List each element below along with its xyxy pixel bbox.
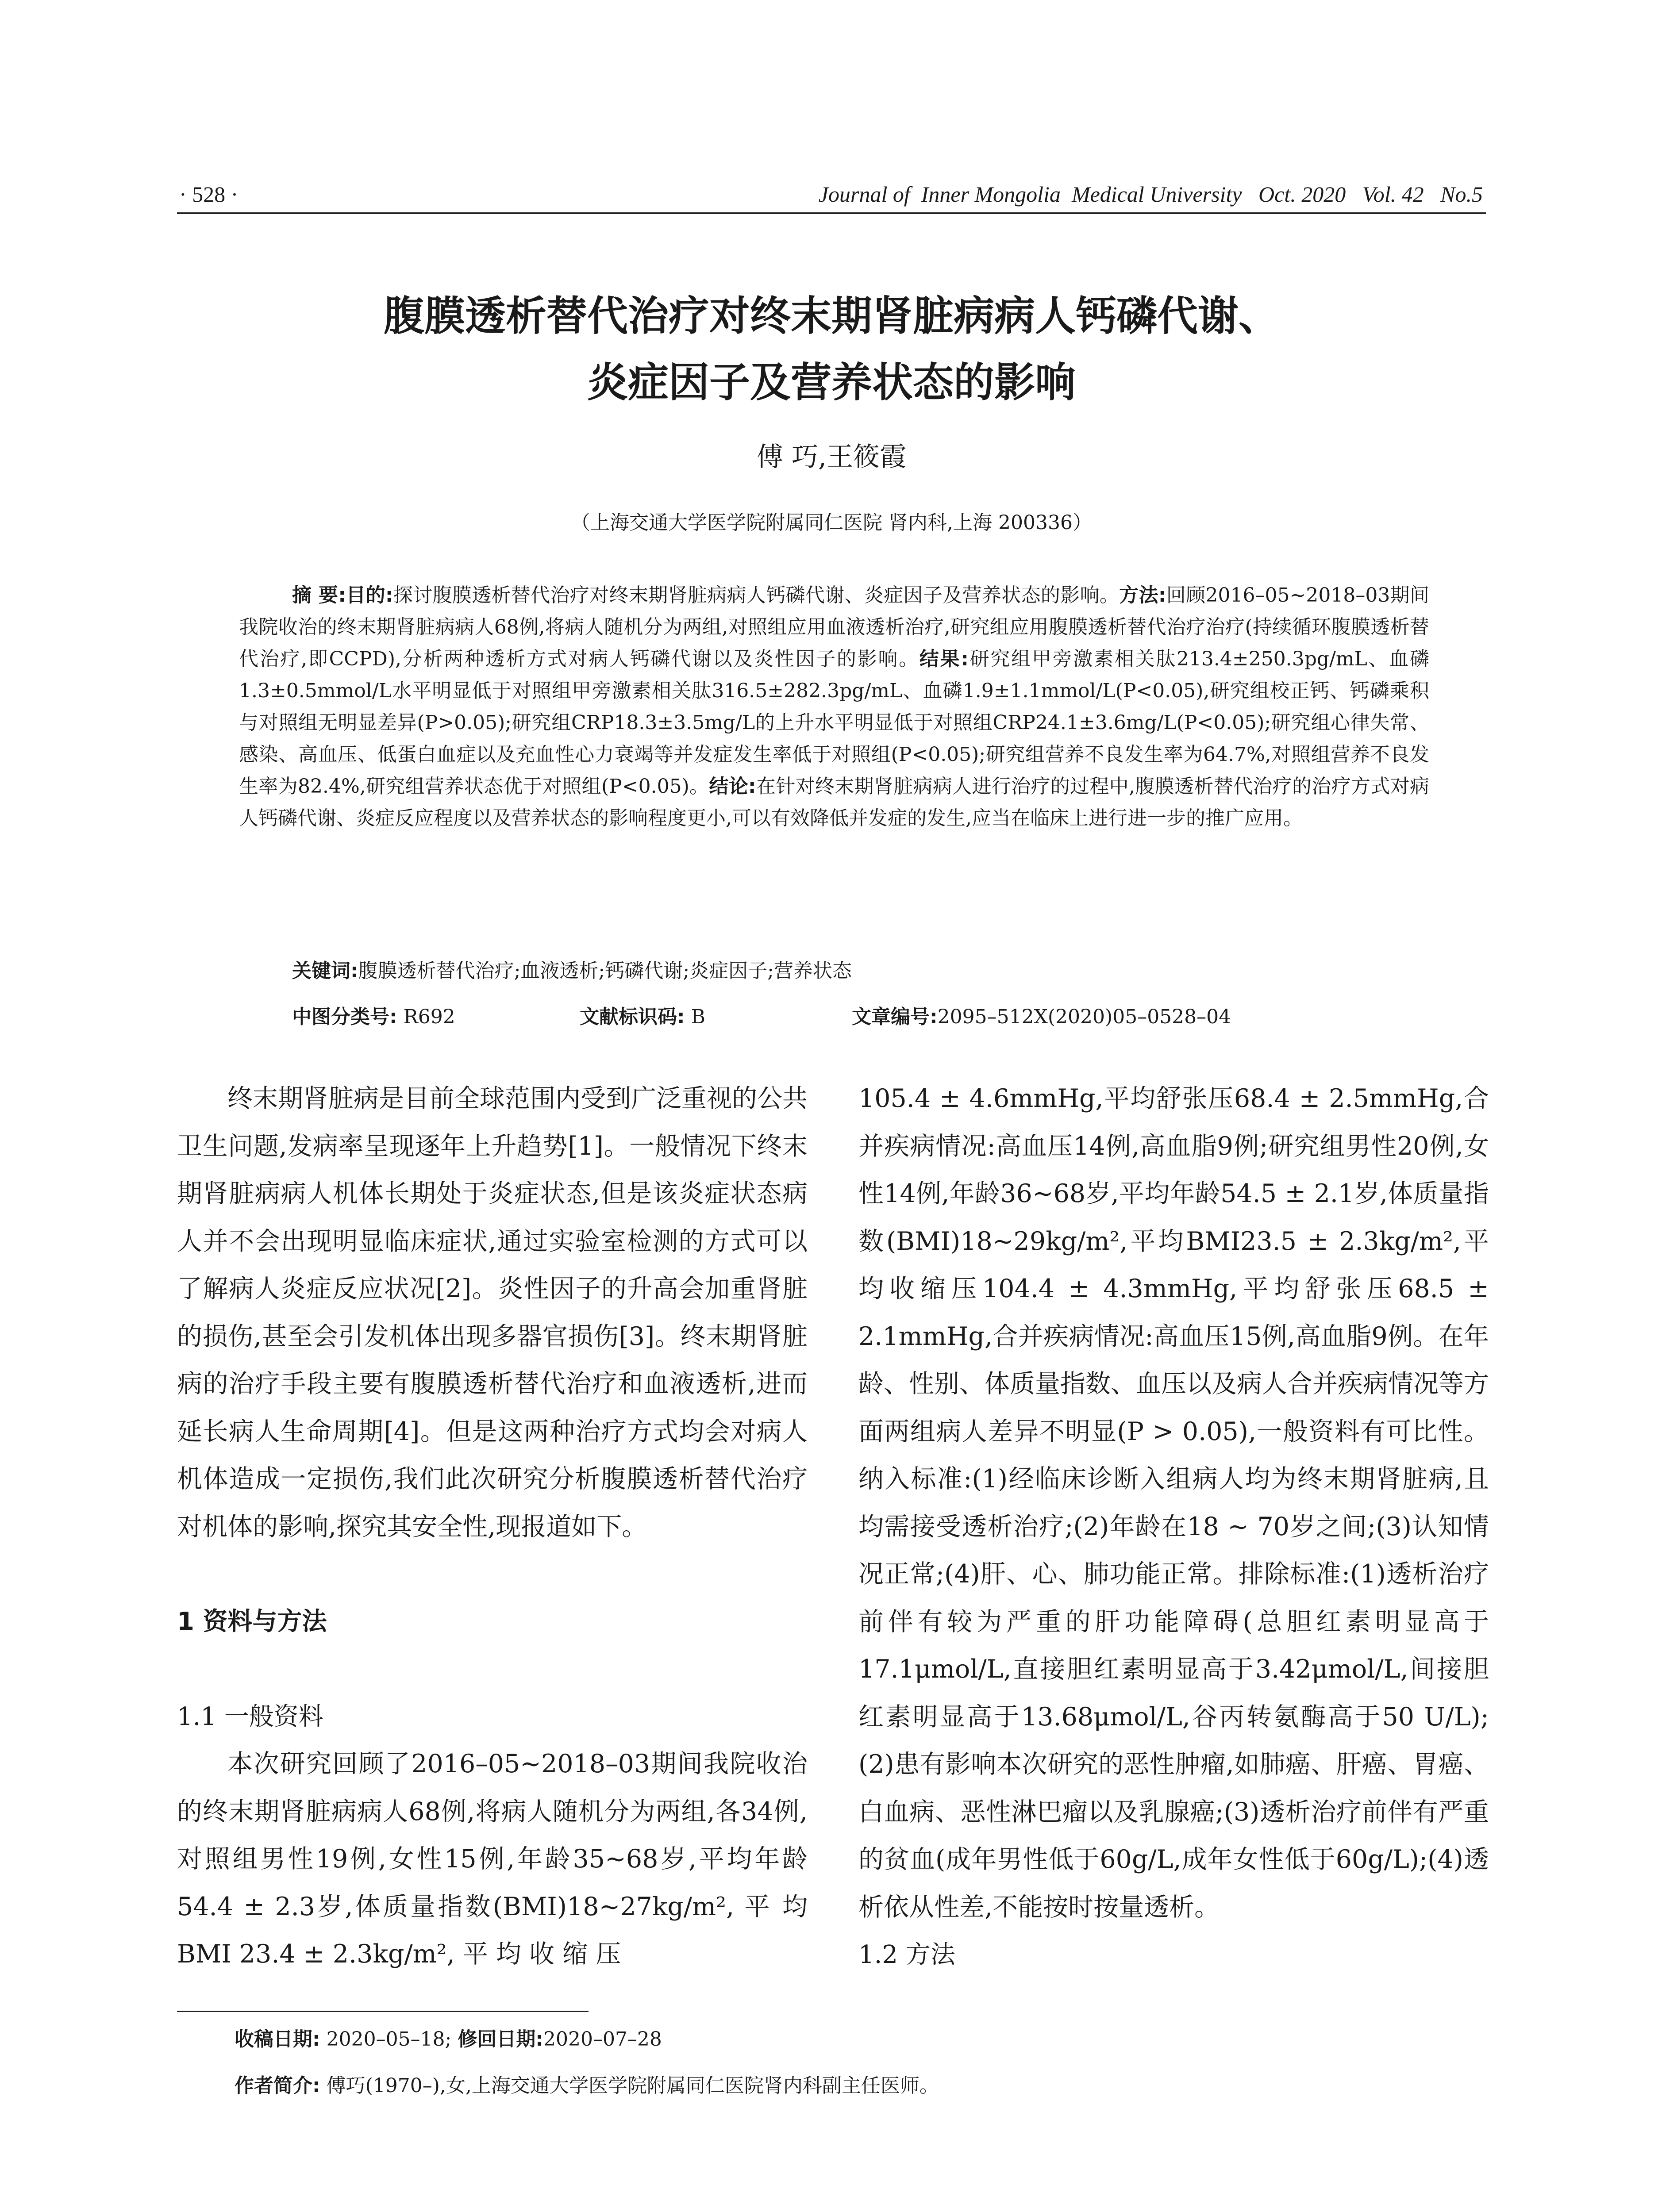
classification-line: [292, 1001, 1429, 1027]
received-date: 2020–05–18;: [320, 2028, 458, 2051]
keywords-label: 关键词:: [292, 960, 358, 982]
title-line-1: 腹膜透析替代治疗对终末期肾脏病病人钙磷代谢、: [383, 292, 1279, 340]
aim-label: 目的:: [346, 584, 393, 607]
title-line-2: 炎症因子及营养状态的影响: [587, 359, 1076, 406]
page-number: · 528 ·: [179, 182, 239, 207]
left-column: [177, 1075, 808, 1978]
section-heading-1-1: 1.1 一般资料: [177, 1702, 323, 1731]
revised-label: 修回日期:: [458, 2028, 543, 2051]
footnote-rule: [177, 2011, 589, 2012]
article-number: [852, 1001, 1231, 1029]
abstract: [239, 580, 1429, 834]
abstract-aim: 探讨腹膜透析替代治疗对终末期肾脏病病人钙磷代谢、炎症因子及营养状态的影响。: [393, 584, 1120, 607]
affiliation: （上海交通大学医学院附属同仁医院 肾内科,上海 200336）: [571, 511, 1092, 534]
document-code: [580, 1001, 705, 1029]
header-rule: [177, 212, 1486, 214]
article-value: 2095–512X(2020)05–0528–04: [937, 1006, 1231, 1028]
result-label: 结果:: [919, 648, 969, 670]
article-title: [177, 283, 1486, 416]
abstract-result: 研究组甲旁激素相关肽213.4±250.3pg/mL、血磷1.3±0.5mmol/L水平明显低于对照组甲旁激素相关肽316.5±282.3pg/mL、血磷1.9±1.1mmol/L(P<0.05),研究组校正钙、钙磷乘积与对照组无明显差异(P>0.05);研究组CRP18.3±3.5mg/L的上升水平明显低于对照组CRP24.1±3.6mg/L(P<0.05);研究组心律失常、感染、高血压、低蛋白血症以及充血性心力衰竭等并发症发生率低于对照组(P<0.05);研究组营养不良发生率为64.7%,对照组营养不良发生率为82.4%,研究组营养状态优于对照组(P<0.05)。: [239, 648, 1429, 798]
keywords-text: 腹膜透析替代治疗;血液透析;钙磷代谢;炎症因子;营养状态: [358, 960, 852, 982]
abstract-paragraph: [239, 580, 1429, 834]
revised-date: 2020–07–28: [543, 2028, 662, 2051]
general-info-paragraph: 本次研究回顾了2016–05~2018–03期间我院收治的终末期肾脏病病人68例,将病人随机分为两组,各34例,对照组男性19例,女性15例,年龄35~68岁,平均年龄54.4 ± 2.3岁,体质量指数(BMI)18~27kg/m², 平 均 BMI 23.4 ± 2.3kg/m², 平 均 收 缩 压: [177, 1749, 808, 1969]
journal-header: Journal of Inner Mongolia Medical University Oct. 2020 Vol. 42 No.5: [818, 182, 1483, 207]
abstract-conclusion: 在针对终末期肾脏病病人进行治疗的过程中,腹膜透析替代治疗的治疗方式对病人钙磷代谢、炎症反应程度以及营养状态的影响程度更小,可以有效降低并发症的发生,应当在临床上进行进一步的推广应用。: [239, 775, 1429, 830]
clc-value: R692: [397, 1006, 455, 1028]
received-label: 收稿日期:: [235, 2028, 320, 2051]
keywords: [292, 955, 1429, 983]
footnote-author: [235, 2073, 1473, 2099]
doc-label: 文献标识码:: [580, 1006, 685, 1028]
conclusion-label: 结论:: [709, 775, 756, 798]
abstract-label: 摘 要:: [292, 584, 346, 607]
method-label: 方法:: [1119, 584, 1166, 607]
general-info-continued: 105.4 ± 4.6mmHg,平均舒张压68.4 ± 2.5mmHg,合并疾病情况:高血压14例,高血脂9例;研究组男性20例,女性14例,年龄36~68岁,平均年龄54.5 ± 2.1岁,体质量指数(BMI)18~29kg/m²,平均BMI23.5 ± 2.3kg/m²,平均收缩压104.4 ± 4.3mmHg,平均舒张压68.5 ± 2.1mmHg,合并疾病情况:高血压15例,高血脂9例。在年龄、性别、体质量指数、血压以及病人合并疾病情况等方面两组病人差异不明显(P > 0.05),一般资料有可比性。纳入标准:(1)经临床诊断入组病人均为终末期肾脏病,且均需接受透析治疗;(2)年龄在18 ~ 70岁之间;(3)认知情况正常;(4)肝、心、肺功能正常。排除标准:(1)透析治疗前伴有较为严重的肝功能障碍(总胆红素明显高于17.1μmol/L,直接胆红素明显高于3.42μmol/L,间接胆红素明显高于13.68μmol/L,谷丙转氨酶高于50 U/L);(2)患有影响本次研究的恶性肿瘤,如肺癌、肝癌、胃癌、白血病、恶性淋巴瘤以及乳腺癌;(3)透析治疗前伴有严重的贫血(成年男性低于60g/L,成年女性低于60g/L);(4)透析依从性差,不能按时按量透析。: [858, 1084, 1489, 1922]
section-heading-1-2: 1.2 方法: [858, 1940, 955, 1969]
footnote-dates: [235, 2026, 1473, 2053]
author-bio-label: 作者简介:: [235, 2074, 320, 2097]
doc-value: B: [685, 1006, 705, 1028]
intro-paragraph: 终末期肾脏病是目前全球范围内受到广泛重视的公共卫生问题,发病率呈现逐年上升趋势[1]。一般情况下终末期肾脏病病人机体长期处于炎症状态,但是该炎症状态病人并不会出现明显临床症状,通过实验室检测的方式可以了解病人炎症反应状况[2]。炎性因子的升高会加重肾脏的损伤,甚至会引发机体出现多器官损伤[3]。终末期肾脏病的治疗手段主要有腹膜透析替代治疗和血液透析,进而延长病人生命周期[4]。但是这两种治疗方式均会对病人机体造成一定损伤,我们此次研究分析腹膜透析替代治疗对机体的影响,探究其安全性,现报道如下。: [177, 1084, 808, 1541]
abstract-method: 回顾2016–05~2018–03期间我院收治的终末期肾脏病病人68例,将病人随机分为两组,对照组应用血液透析治疗,研究组应用腹膜透析替代治疗治疗(持续循环腹膜透析替代治疗,即CCPD),分析两种透析方式对病人钙磷代谢以及炎性因子的影响。: [239, 584, 1429, 670]
author-bio: 傅巧(1970–),女,上海交通大学医学院附属同仁医院肾内科副主任医师。: [320, 2074, 939, 2097]
authors: 傅 巧,王筱霞: [756, 442, 907, 472]
right-column: [858, 1075, 1489, 1979]
section-heading-1: 1 资料与方法: [177, 1607, 327, 1636]
article-label: 文章编号:: [852, 1006, 938, 1028]
clc-label: 中图分类号:: [292, 1006, 397, 1028]
clc-code: [292, 1001, 455, 1029]
